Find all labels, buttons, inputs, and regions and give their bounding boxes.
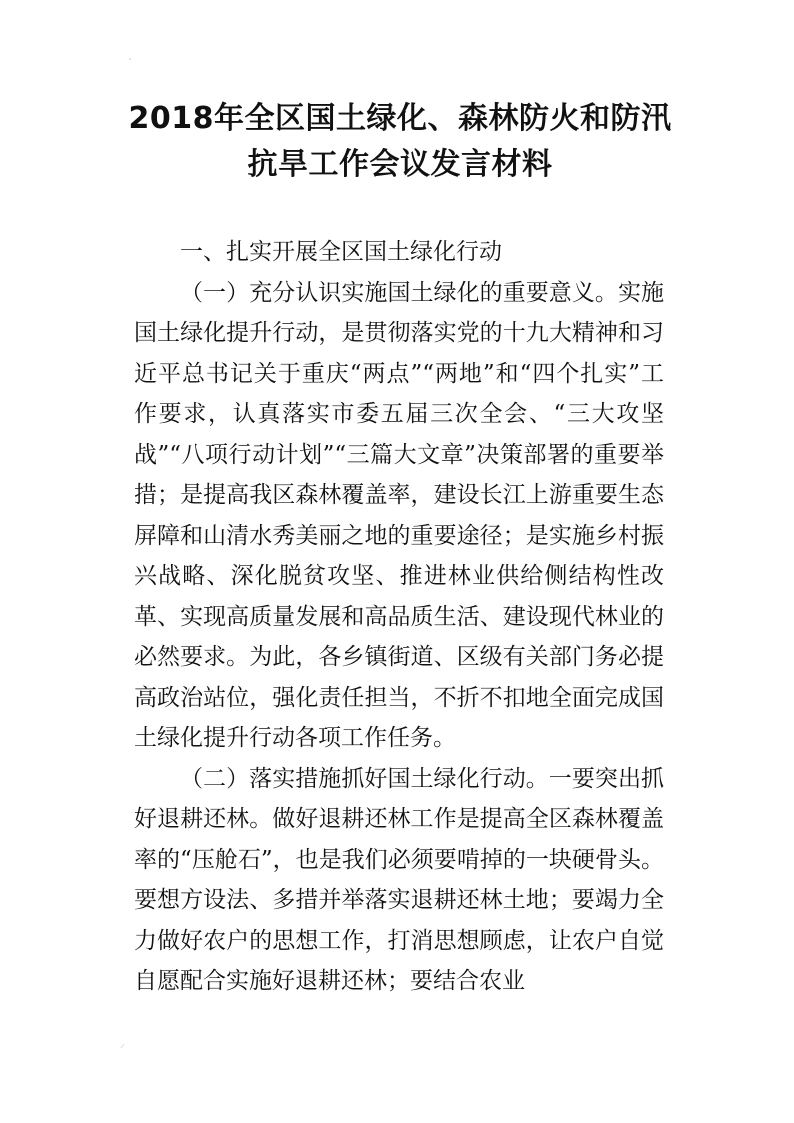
paragraph: （二）落实措施抓好国土绿化行动。一要突出抓好退耕还林。做好退耕还林工作是提高全区森林覆盖率的“压舱石”，也是我们必须要啃掉的一块硬骨头。要想方设法、多措并举落实退耕还林土地；要竭力全力做好农户的思想工作，打消思想顾虑，让农户自觉自愿配合实施好退耕还林；要结合农业 [134,765,664,994]
document-title: 2018年全区国土绿化、森林防火和防汛抗旱工作会议发言材料 [128,101,672,182]
document-body [134,232,664,1002]
section-heading: 一、扎实开展全区国土绿化行动 [180,239,502,265]
paragraph: （一）充分认识实施国土绿化的重要意义。实施国土绿化提升行动，是贯彻落实党的十九大精神和习近平总书记关于重庆“两点”“两地”和“四个扎实”工作要求，认真落实市委五届三次全会、“三大攻坚战”“八项行动计划”“三篇大文章”决策部署的重要举措；是提高我区森林覆盖率，建设长江上游重要生态屏障和山清水秀美丽之地的重要途径；是实施乡村振兴战略、深化脱贫攻坚、推进林业供给侧结构性改革、实现高质量发展和高品质生活、建设现代林业的必然要求。为此，各乡镇街道、区级有关部门务必提高政治站位，强化责任担当，不折不扣地全面完成国土绿化提升行动各项工作任务。 [134,279,664,751]
scan-mark: ˋ [128,58,133,69]
scan-mark: ⸝ [120,1039,125,1050]
